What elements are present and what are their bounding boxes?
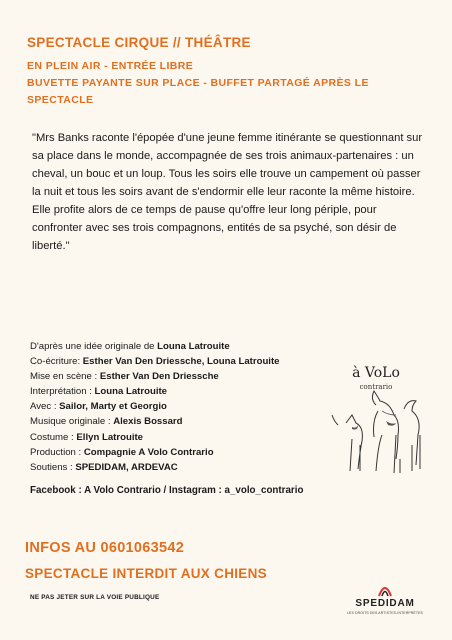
credit-row [30,460,360,475]
credit-row [30,354,360,369]
logo-name: à VoLo [352,365,400,381]
sponsor-name: SPEDIDAM [355,598,415,609]
credit-label: Costume : [30,431,77,443]
credit-label: Interprétation : [30,386,95,398]
entry-info: EN PLEIN AIR - ENTRÉE LIBRE [27,60,194,72]
credit-row [30,369,360,384]
sponsor-tagline: LES DROITS DES ARTISTES-INTERPRÈTES [347,611,423,615]
credit-value: Louna Latrouite [94,386,168,398]
credit-label: Musique originale : [30,416,114,428]
synopsis [32,129,426,255]
synopsis-paragraph-2: Elle profite alors de ce temps de pause qu'offre leur long périple, pour confronter avec ses trois compagnons, entités de sa psyché, son désir de liberté." [32,204,397,252]
sponsor-logo [345,580,425,620]
credit-row [30,384,360,399]
credit-value: Esther Van Den Driessche [99,371,219,383]
disposal-notice: NE PAS JETER SUR LA VOIE PUBLIQUE [30,594,160,601]
credit-label: Soutiens : [30,461,76,473]
credit-value: Compagnie A Volo Contrario [83,446,214,458]
contact-phone: INFOS AU 0601063542 [25,540,185,556]
credit-label: Mise en scène : [30,371,100,383]
credit-value: Ellyn Latrouite [76,431,144,443]
credits-list [30,339,360,475]
credit-label: Production : [30,446,84,458]
synopsis-paragraph-1: "Mrs Banks raconte l'épopée d'une jeune femme itinérante se questionnant sur sa place dans le monde, accompagnée de ses trois animaux-partenaires : un cheval, un bouc et un loup. Tous les soirs elle trouve un campement où passer la nuit et tous les soirs avant de s'endormir elle leur raconte la même histoire. [32,132,423,198]
credit-row [30,399,360,414]
social-links: Facebook : A Volo Contrario / Instagram : a_volo_contrario [30,485,304,496]
company-logo [316,365,436,485]
credit-value: SPEDIDAM, ARDEVAC [75,461,178,473]
logo-subtitle: contrario [359,383,393,391]
credit-value: Louna Latrouite [157,341,230,352]
credit-row [30,339,360,354]
credit-row [30,445,360,460]
buvette-info: BUVETTE PAYANTE SUR PLACE - BUFFET PARTAGÉ APRÈS LE [27,77,369,89]
credit-row [30,430,360,445]
credit-value: Esther Van Den Driessche, Louna Latrouite [82,356,280,368]
credit-row [30,414,360,429]
dogs-forbidden-notice: SPECTACLE INTERDIT AUX CHIENS [25,566,267,581]
credit-value: Sailor, Marty et Georgio [59,401,167,413]
credit-label: Avec : [30,401,60,413]
spedidam-icon [345,580,425,598]
show-type-title: SPECTACLE CIRQUE // THÉÂTRE [27,35,251,50]
buvette-info-cont: SPECTACLE [27,94,94,106]
credit-label: D'après une idée originale de [30,341,158,352]
credit-value: Alexis Bossard [113,416,183,428]
credit-label: Co-écriture: [30,356,83,368]
